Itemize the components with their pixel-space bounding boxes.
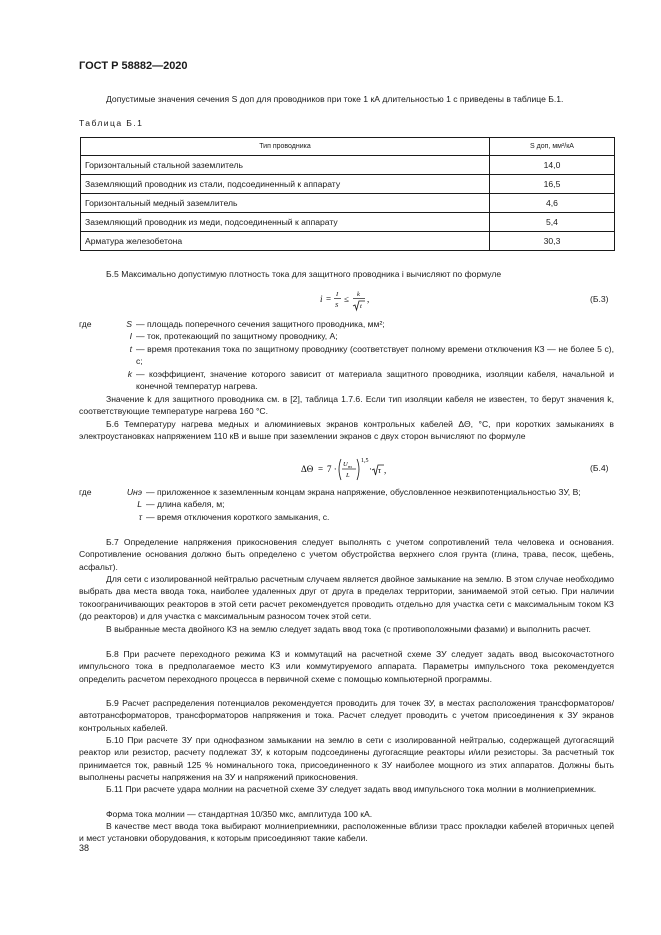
where-definition: — ток, протекающий по защитному проводнику, А; (136, 331, 338, 342)
where-row (79, 498, 614, 510)
intro-paragraph: Допустимые значения сечения S доп для проводников при токе 1 кА длительностью 1 с приведены в таблице Б.1. (106, 94, 564, 104)
where-symbol: k (127, 368, 132, 379)
where-symbol: I (129, 331, 132, 342)
clause-b11: Б.11 При расчете удара молнии на расчетной схеме ЗУ следует задать ввод импульсного тока молнии в молниеприемник. (106, 784, 597, 794)
svg-text:1,5: 1,5 (361, 458, 369, 464)
where-definition: — время протекания тока по защитному проводнику (соответствует полному времени отключения КЗ — не более 5 с), с; (136, 343, 614, 367)
svg-text:S: S (335, 302, 339, 309)
table-header-row (81, 138, 615, 156)
lightning-form-paragraph: Форма тока молнии — стандартная 10/350 мкс, амплитуда 100 кА. (106, 809, 373, 819)
svg-text:L: L (346, 472, 350, 479)
table-row (81, 194, 615, 213)
where-keyword: где (79, 487, 92, 497)
where-definition: — коэффициент, значение которого зависит от материала защитного проводника, изоляции кабеля, начальной и конечной температур нагрева. (136, 368, 614, 392)
table-row (81, 213, 615, 232)
where-definition: — площадь поперечного сечения защитного проводника, мм²; (136, 319, 385, 329)
where-symbol: τ (138, 511, 142, 522)
svg-text:=: = (326, 294, 332, 304)
svg-text:τ: τ (378, 466, 381, 475)
where-list-b3 (79, 318, 614, 392)
table-cell-value: 5,4 (490, 213, 615, 232)
where-row (79, 318, 614, 330)
formula-b3 (318, 287, 382, 315)
formula-b3-number: (Б.3) (590, 294, 609, 304)
table-col-section: S доп, мм²/кА (490, 138, 615, 156)
table-cell-value: 30,3 (490, 232, 615, 251)
table-cell-value: 14,0 (490, 156, 615, 175)
where-keyword (79, 330, 120, 342)
formula-b4-number: (Б.4) (590, 463, 609, 473)
k-note-paragraph: Значение k для защитного проводника см. в [2], таблица 1.7.6. Если тип изоляции кабеля не известен, то берут значения k, соответствующие температуре нагрева 160 °С. (79, 394, 614, 417)
where-row (79, 330, 614, 342)
table-cell-name: Арматура железобетона (81, 232, 490, 251)
svg-text:=: = (318, 464, 324, 474)
svg-text:,: , (384, 465, 387, 475)
where-row (79, 486, 614, 498)
svg-text:I: I (336, 291, 339, 298)
where-keyword: где (79, 319, 92, 329)
where-keyword (79, 368, 120, 393)
formula-b4-svg (301, 455, 393, 485)
svg-text:ΔΘ: ΔΘ (301, 464, 314, 474)
where-row (79, 368, 614, 393)
svg-text:i: i (320, 294, 323, 304)
where-symbol: Uнэ (126, 487, 142, 497)
where-definition: — длина кабеля, м; (146, 499, 225, 510)
clause-b10: Б.10 При расчете ЗУ при однофазном замыкании на землю в сети с изолированной нейтралью, содержащей дугогасящий реактор или резистор, расчету подлежат ЗУ, к которым подсоединены дугогасящие реакторы и/или резисторы. За расчетный ток принимается ток, равный 125 % номинального тока, присоединенного к ЗУ наиболее мощного из этих аппаратов. Должны быть выполнены расчеты напряжения на ЗУ и напряжений прикосновения. (79, 735, 614, 783)
svg-text:U: U (343, 461, 348, 468)
svg-text:,: , (367, 294, 370, 304)
svg-text:·: · (369, 464, 372, 474)
table-cell-name: Горизонтальный медный заземлитель (81, 194, 490, 213)
table-col-type: Тип проводника (81, 138, 490, 156)
where-definition: — время отключения короткого замыкания, с. (146, 511, 330, 522)
formula-b4 (301, 455, 393, 487)
clause-b7: Б.7 Определение напряжения прикосновения следует выполнять с учетом сопротивлений тела человека и основания. Сопротивление основания должно быть определено с учетом обустройства верхнего слоя грунта (глина, трава, песок, щебень, асфальт). (79, 537, 614, 572)
clause-b6: Б.6 Температуру нагрева медных и алюминиевых экранов контрольных кабелей ΔΘ, °С, при коротких замыканиях в электроустановках напряжением 110 кВ и выше при заземлении экранов с двух сторон вычисляют по формуле (79, 419, 614, 442)
table-row (81, 175, 615, 194)
table-cell-name: Заземляющий проводник из меди, подсоединенный к аппарату (81, 213, 490, 232)
clause-b9: Б.9 Расчет распределения потенциалов рекомендуется проводить для точек ЗУ, в местах расположения трансформаторов/автотрансформаторов, трансформаторов напряжения и тока. Расчет следует проводить с учетом присоединения к ЗУ экранов контрольных кабелей. (79, 698, 614, 733)
table-cell-value: 16,5 (490, 175, 615, 194)
where-definition: — приложенное к заземленным концам экрана напряжение, обусловленное неэквипотенциальностью ЗУ, В; (146, 487, 581, 497)
svg-text:t: t (360, 303, 362, 310)
where-row (79, 343, 614, 368)
formula-b3-svg (318, 287, 382, 313)
conductor-table (80, 137, 615, 251)
table-cell-name: Горизонтальный стальной заземлитель (81, 156, 490, 175)
page-number: 38 (79, 843, 90, 853)
table-caption: Таблица Б.1 (79, 118, 144, 128)
table-cell-name: Заземляющий проводник из стали, подсоединенный к аппарату (81, 175, 490, 194)
where-row (79, 511, 614, 523)
svg-text:7 ·: 7 · (327, 464, 337, 474)
where-symbol: S (126, 319, 132, 329)
svg-text:≤: ≤ (344, 294, 349, 304)
double-fault-paragraph: В выбранные места двойного КЗ на землю следует задать ввод тока (с противоположными фазами) и выполнить расчет. (106, 624, 591, 634)
where-keyword (79, 511, 120, 523)
clause-b5: Б.5 Максимально допустимую плотность тока для защитного проводника i вычисляют по формуле (106, 269, 502, 279)
where-symbol: L (137, 499, 142, 510)
lightning-places-paragraph: В качестве мест ввода тока выбирают молниеприемники, расположенные вблизи трасс прокладки кабелей вторичных цепей и мест установки оборудования, к которым присоединяют такие кабели. (79, 821, 614, 844)
where-list-b4 (79, 486, 614, 523)
where-keyword (79, 343, 120, 368)
standard-header: ГОСТ Р 58882—2020 (79, 60, 188, 72)
table-row (81, 232, 615, 251)
isolated-neutral-paragraph: Для сети с изолированной нейтралью расчетным случаем является двойное замыкание на землю. В этом случае необходимо выбрать два места ввода тока, наиболее удаленных друг от друга в пределах территории, занимаемой этой сетью. При наличии токоограничивающих реакторов в этой сети расчет рекомендуется проводить отдельно для участка сети с максимальным током КЗ (до реакторов) и для участка с максимальным разносом точек этой сети. (79, 574, 614, 622)
table-row (81, 156, 615, 175)
svg-text:нэ: нэ (348, 464, 352, 469)
where-keyword (79, 498, 120, 510)
where-symbol: t (129, 343, 132, 354)
table-cell-value: 4,6 (490, 194, 615, 213)
svg-text:k: k (357, 291, 360, 298)
clause-b8: Б.8 При расчете переходного режима КЗ и коммутаций на расчетной схеме ЗУ следует задать ввод высокочастотного импульсного тока в предполагаемое место КЗ или коммутируемого аппарата. Параметры импульсного тока рекомендуется определить расчетом переходного процесса в первичной схеме с помощью компьютерной программы. (79, 649, 614, 684)
